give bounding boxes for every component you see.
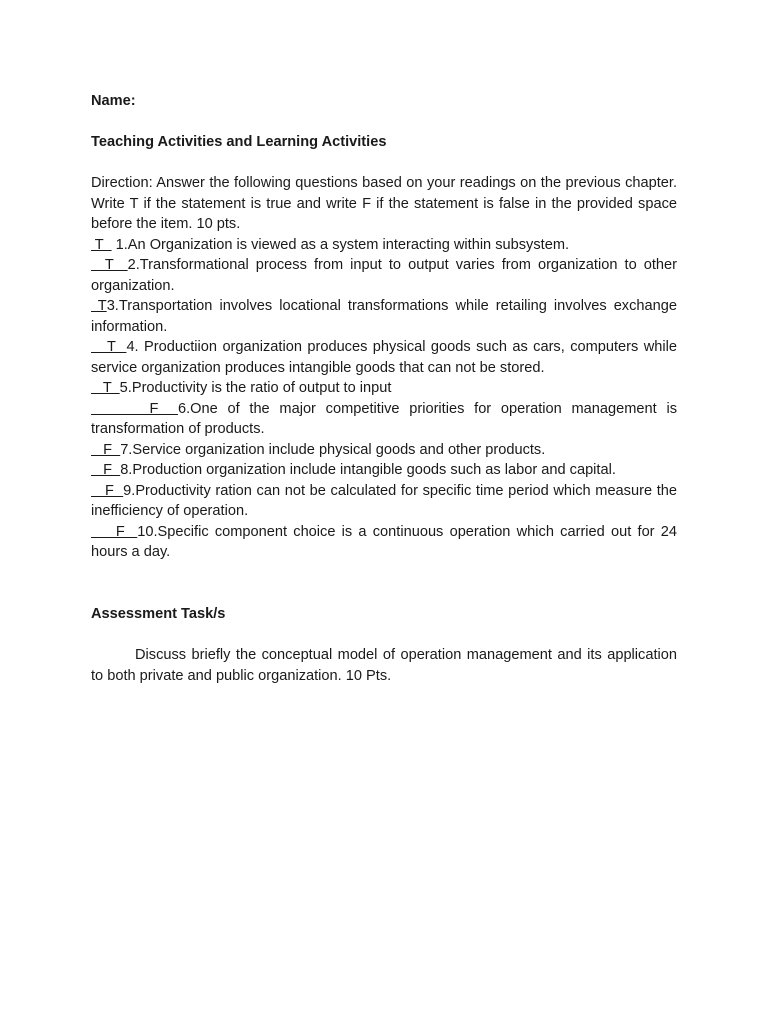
answer-blank: F	[91, 462, 121, 478]
question-item	[91, 378, 677, 399]
question-item	[91, 399, 677, 440]
true-false-items	[91, 235, 677, 563]
question-text: 2.Transformational process from input to output varies from organization to other organization.	[91, 257, 677, 294]
direction-text: Direction: Answer the following questions based on your readings on the previous chapter. Write T if the statement is true and write F if the statement is false in the provided space before the item. 10 pts.	[91, 175, 677, 232]
question-text: 4. Productiion organization produces physical goods such as cars, computers while service organization produces intangible goods that can not be stored.	[91, 339, 677, 376]
answer-blank: T	[91, 257, 128, 273]
question-text: 8.Production organization include intangible goods such as labor and capital.	[120, 462, 616, 478]
question-item	[91, 522, 677, 563]
name-label: Name:	[91, 93, 136, 109]
answer-blank: F	[91, 441, 121, 458]
assessment-text: Discuss briefly the conceptual model of operation management and its application to both private and public organization. 10 Pts.	[91, 647, 677, 684]
assessment-title: Assessment Task/s	[91, 605, 226, 622]
question-text: 7.Service organization include physical goods and other products.	[120, 441, 546, 458]
question-item	[91, 481, 677, 522]
document-page	[91, 91, 677, 686]
question-item	[91, 296, 677, 337]
question-text: 1.An Organization is viewed as a system interacting within subsystem.	[111, 236, 570, 253]
answer-blank: F	[91, 523, 138, 540]
answer-blank: T	[91, 298, 107, 314]
answer-blank: F	[91, 400, 178, 417]
answer-blank: F	[91, 482, 124, 499]
section-title: Teaching Activities and Learning Activities	[91, 133, 387, 150]
question-item	[91, 235, 677, 256]
question-text: 9.Productivity ration can not be calculated for specific time period which measure the inefficiency of operation.	[91, 482, 678, 519]
question-text: 6.One of the major competitive priorities for operation management is transformation of products.	[91, 400, 678, 437]
question-text: 3.Transportation involves locational transformations while retailing involves exchange information.	[91, 298, 677, 335]
question-item	[91, 255, 677, 296]
answer-blank: T	[91, 380, 120, 396]
question-text: 10.Specific component choice is a continuous operation which carried out for 24 hours a day.	[91, 523, 677, 560]
question-item	[91, 460, 677, 481]
answer-blank: T	[91, 339, 127, 355]
question-item	[91, 337, 677, 378]
answer-blank: T	[91, 236, 112, 253]
question-text: 5.Productivity is the ratio of output to input	[119, 380, 392, 396]
question-item	[91, 440, 677, 461]
